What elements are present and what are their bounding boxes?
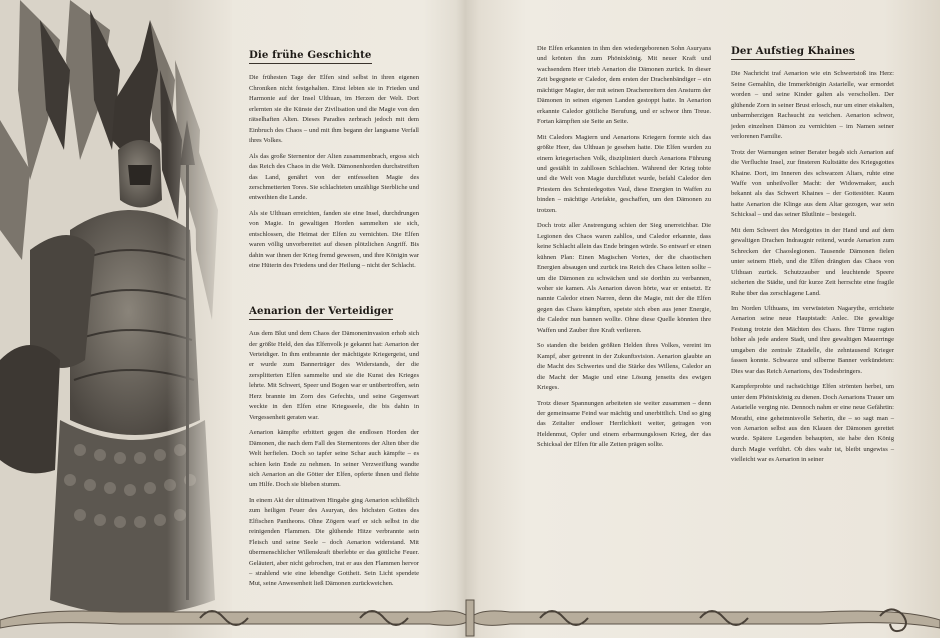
paragraph: In einem Akt der ultimativen Hingabe ging Aenarion schließlich zum heiligen Feuer des Asuryan, des höchsten Gottes des Elfischen Pantheons. Ohne Zögern warf er sich selbst in die reinigenden Flammen. Die glühende Hitze verbrannte sein Fleisch und seine Seele – doch Aenarion widerstand. Mit übermenschlicher Willenskraft überlebte er das göttliche Feuer. Geläutert, aber nicht gebrochen, trat er aus den Flammen hervor – strahlend wie eine lebendige Gottheit. Sein Licht spendete Mut, seine Anwesenheit ließ Dämonen zurückweichen. (249, 496, 419, 588)
paragraph: Trotz der Warnungen seiner Berater begab sich Aenarion auf die Verfluchte Insel, zur finsteren Kultstätte des Kriegsgottes Khaine. Dort, im Inneren des schwarzen Altars, ruhte eine Waffe von unheilvoller Macht: der Widowmaker, auch bekannt als das Schwert Khaines – der Gottestöter. Kaum hatte Aenarion die Klinge aus dem Altar gezogen, war sein Schicksal – und das seiner Blutlinie – besiegelt. (731, 148, 894, 219)
section-title-early-history: Die frühe Geschichte (249, 50, 372, 64)
paragraph: Mit Caledors Magiern und Aenarions Kriegern formte sich das größte Heer, das Ulthuan je gesehen hatte. Die Elfen wurden zu einem kriegerischen Volk, diszipliniert durch Aenarions Führung und gestählt in zahllosen Schlachten. Während der Krieg tobte und die Welt von Magie durchflutet wurde, befahl Caledor den Priestern des Schmiedegottes Vaul, diese Energien in Waffen zu binden – mächtige Artefakte, geschaffen, um den Dämonen zu trotzen. (537, 133, 711, 214)
section-title-aenarion: Aenarion der Verteidiger (249, 306, 393, 320)
paragraph: Die frühesten Tage der Elfen sind selbst in ihren eigenen Chroniken nicht festgehalten. Einst lebten sie in Frieden und Harmonie auf der Insel Ulthuan, im Herzen der Welt. Dort erlernten sie die Künste der Zivilisation und die Magie von den rätselhaften Alten. Dieses Paradies zerbrach jedoch mit dem Einbruch des Chaos – und mit ihm begann der langsame Verfall ihres Volkes. (249, 74, 419, 145)
paragraph: Doch trotz aller Anstrengung schien der Sieg unerreichbar. Die Legionen des Chaos waren zahllos, und Caledor erkannte, dass keine Schlacht allein das Ende bringen würde. So entwarf er einen kühnen Plan: Einen Magischen Vortex, der die chaotischen Energien absaugen und zurück ins Reich des Chaos leiten sollte – um die Dämonen zu schwächen und sie dorthin zu verbannen, woher sie kamen. Als Aenarion davon hörte, war er entsetzt. Er nannte Caledor einen Narren, denn die Magie, mit der die Elfen gegen das Chaos kämpften, speiste sich eben aus jener Energie, die Caledor nun bannen wollte. Ohne diese Quelle könnten ihre Waffen und Zauber ihre Kraft verlieren. (537, 222, 711, 334)
section-title-khaine: Der Aufstieg Khaines (731, 46, 855, 60)
paragraph: Als sie Ulthuan erreichten, fanden sie eine Insel, durchdrungen von Magie. In gewaltigen Horden sammelten sie sich, entschlossen, die Heimat der Elfen zu vernichten. Die Elfen waren völlig unvorbereitet auf diesen plötzlichen Angriff. Bis dahin war ihnen der Krieg fremd gewesen, und ihre Königin war eine Hüterin des Friedens und der Heilung – nicht der Schlacht. (249, 209, 419, 270)
right-column (731, 44, 894, 471)
paragraph: Mit dem Schwert des Mordgottes in der Hand und auf dem gewaltigen Drachen Indraugnir reitend, wurde Aenarion zum Schrecken der Chaoslegionen. Tausende Dämonen fielen unter seinem Hieb, und die Elfen drängten das Chaos von Ulthuan zurück. Schutzzauber und leuchtende Speere sicherten die Städte, und für kurze Zeit herrschte eine fragile Ruhe über das zerschlagene Land. (731, 226, 894, 297)
paragraph: Trotz dieser Spannungen arbeiteten sie weiter zusammen – denn der gemeinsame Feind war mächtig und unerbittlich. Und so ging das Zeitalter endloser Herrlichkeit weiter, getragen von Heldenmut, Opfer und einem erbarmungslosen Krieg, der das Schicksal der Elfen für alle Zeiten prägen sollte. (537, 399, 711, 449)
paragraph: Als das große Sternentor der Alten zusammenbrach, ergoss sich das Reich des Chaos in die Welt. Dämonenhorden durchstreiften das Land, genährt von der entfesselten Magie des zerschmetterten Tores. Sie schlachteten unzählige Sterbliche und entweihten die Lande. (249, 152, 419, 202)
scroll-border-ornament (0, 590, 940, 638)
paragraph: Die Nachricht traf Aenarion wie ein Schwertstoß ins Herz: Seine Gemahlin, die Immerkönigin Astarielle, war ermordet worden – und seine Kinder galten als verschollen. Der glühende Zorn in seiner Brust erlosch, nur um einer eiskalten, unbarmherzigen Rachsucht zu weichen. Aenarion schwor, jeden einzelnen Dämon zu vernichten – im Namen seiner verlorenen Familie. (731, 70, 894, 141)
paragraph: Aus dem Blut und dem Chaos der Dämoneninvasion erhob sich der größte Held, den das Elfenvolk je gekannt hat: Aenarion der Verteidiger. In ihm entbrannte der mächtigste Kriegergeist, und er wurde zum Bannerträger des Widerstands, der die zersplitterten Elfen sammelte und sie die Kunst des Krieges lehrte. Mit Schwert, Speer und Bogen war er unübertroffen, sein Herz brannte im Zorn des Gefechts, und seine Gegenwart weckte in den Elfen eine Kriegsseele, die bis dahin in Vergessenheit geraten war. (249, 330, 419, 421)
paragraph: Aenarion kämpfte erbittert gegen die endlosen Horden der Dämonen, die nach dem Fall des Sternentores der Alten über die Welt herfielen. Doch so tapfer seine Schar auch kämpfte – es schien kein Ende zu nehmen. In seiner Verzweiflung wandte sich Aenarion an die Götter der Elfen, opferte ihnen und flehte um Hilfe. Doch sie blieben stumm. (249, 429, 419, 489)
middle-column (537, 44, 711, 449)
paragraph: Die Elfen erkannten in ihm den wiedergeborenen Sohn Asuryans und krönten ihn zum Phönixkönig. Mit neuer Kraft und wachsendem Heer trieb Aenarion die Dämonen zurück. In dieser Zeit begegnete er Caledor, dem ersten der Drachenbändiger – ein mächtiger Magier, der mit seinen Drachenreitern den Ansturm der Dämonen in seinen eigenen Landen gestoppt hatte. In Aenarion erkannte Caledor göttliche Berufung, und er schwor ihm Treue. Fortan kämpften sie Seite an Seite. (537, 45, 711, 126)
paragraph: Kampferprobte und rachsüchtige Elfen strömten herbei, um unter dem Phönixkönig zu dienen. Doch Aenarions Trauer um Astarielle verging nie. Dennoch nahm er eine neue Gefährtin: Morathi, eine geheimnisvolle Seherin, die – so sagt man – von Aenarion selbst aus den Klauen der Dämonen gerettet wurde. Spätere Legenden behaupten, sie habe den König durch Magie verführt. Ob dies wahr ist, bleibt ungewiss – vielleicht war es Aenarion in seiner (731, 383, 894, 464)
paragraph: So standen die beiden größten Helden ihres Volkes, vereint im Kampf, aber getrennt in der Zukunftsvision. Aenarion glaubte an die Macht des Schwertes und die Stärke des Willens, Caledor an die Macht der Magie und eine Lösung jenseits des ewigen Krieges. (537, 342, 711, 392)
elf-warrior-illustration (0, 0, 232, 638)
paragraph: Im Norden Ulthuans, im verwüsteten Nagarythe, errichtete Aenarion seine neue Hauptstadt: Anlec. Die gewaltige Festung trotzte den Mächten des Chaos. Ihre Türme ragten höher als jede andere Stadt, und ihre gewaltigen Mauerringe umgaben die zentrale Zitadelle, die zehntausend Krieger fassen konnte. Schwarze und silberne Banner verkündeten: Dies war das Reich Aenarions, des Todesbringers. (731, 304, 894, 375)
left-column (249, 49, 419, 588)
